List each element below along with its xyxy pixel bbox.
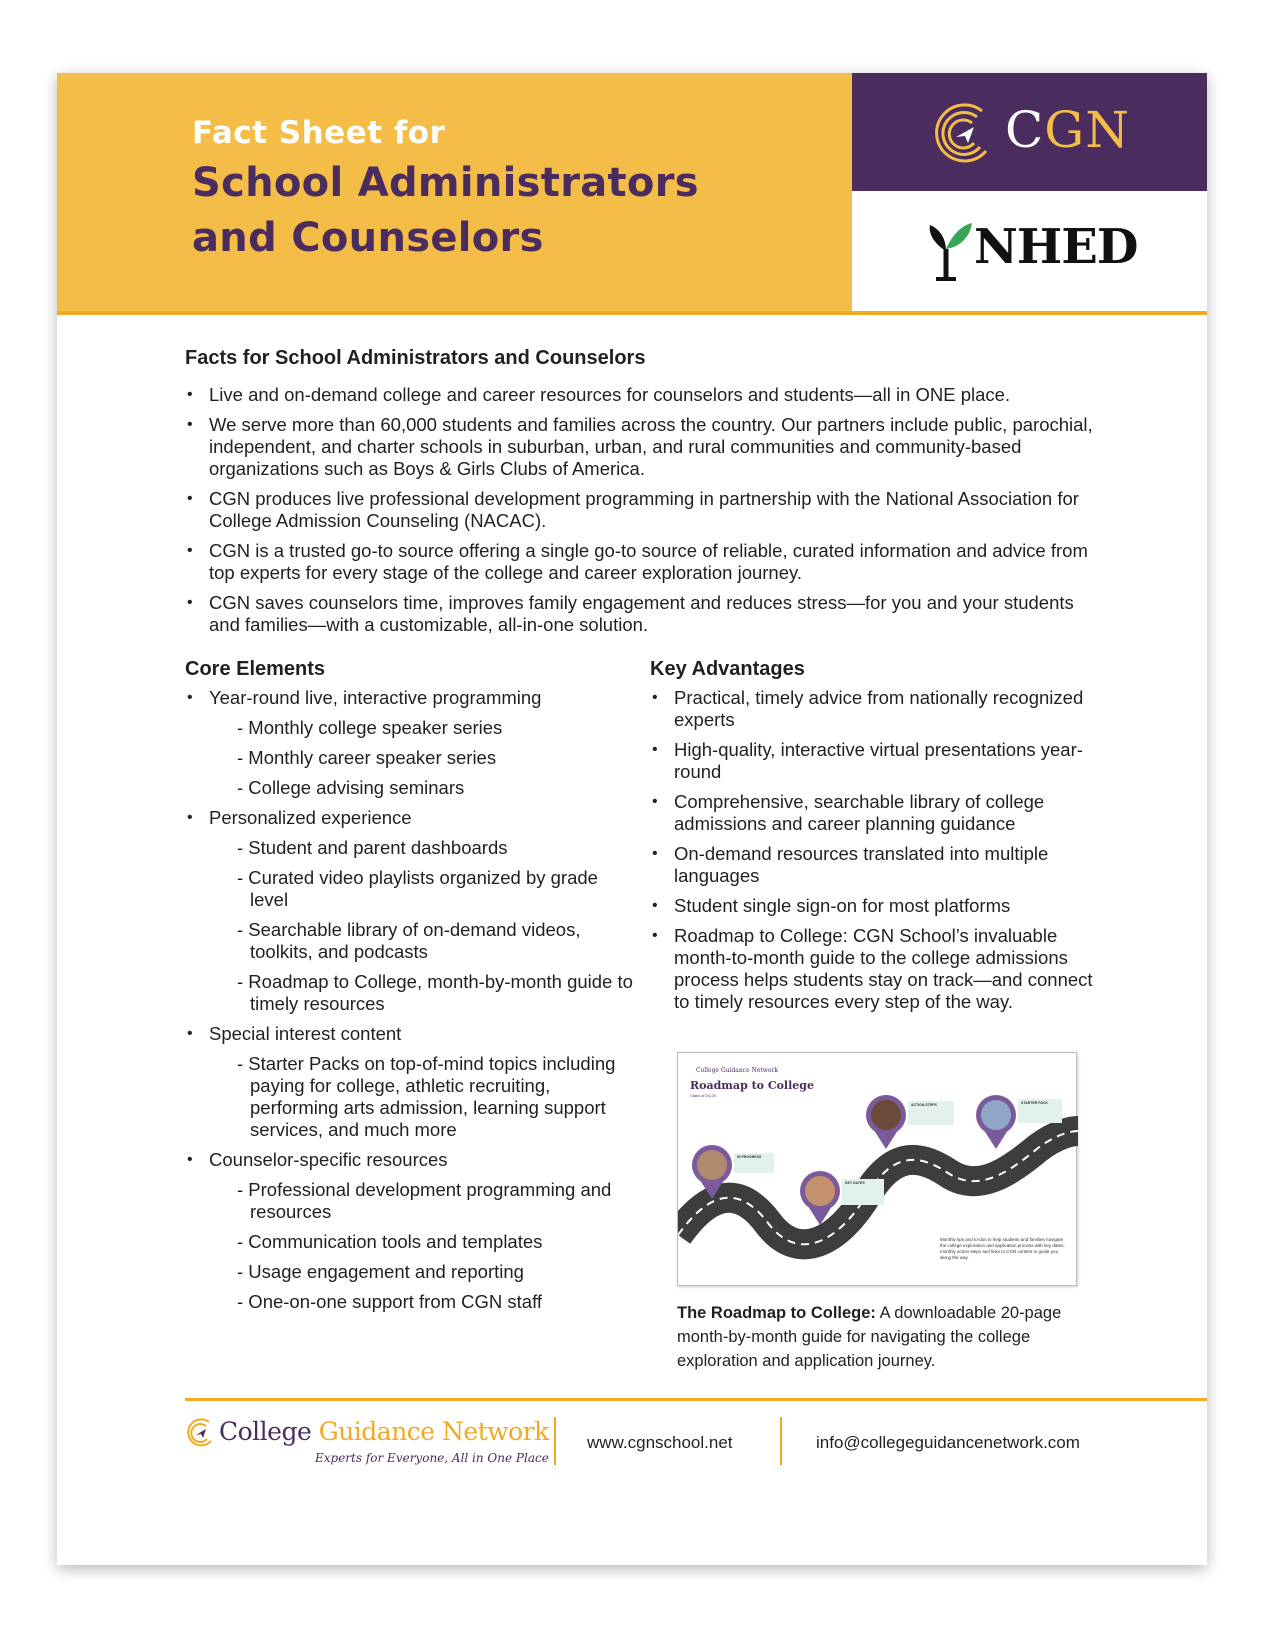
footer-separator [554, 1417, 556, 1465]
core-elements-title: Core Elements [185, 658, 326, 680]
roadmap-description: Monthly tips and to-dos to help students and families navigate the college exploration and application process with key dates, monthly action steps and links to CGN content to guide you along the way. [940, 1237, 1065, 1260]
roadmap-title: Roadmap to College [690, 1079, 814, 1092]
roadmap-pin [866, 1095, 906, 1149]
fact-item: • CGN saves counselors time, improves family engagement and reduces stress—for you and your students and families—with a customizable, all-in-one solution. [185, 592, 1105, 636]
facts-list [185, 384, 1105, 644]
roadmap-tag: KEY DATES [842, 1179, 884, 1205]
fact-item: • CGN produces live professional development programming in partnership with the National Association for College Admission Counseling (NACAC). [185, 488, 1105, 532]
fact-item: • We serve more than 60,000 students and families across the country. Our partners include public, parochial, independent, and charter schools in suburban, urban, and rural communities and community-based organizations such as Boys & Girls Clubs of America. [185, 414, 1105, 480]
roadmap-subtitle: Class of 24-25 [690, 1093, 716, 1098]
core-sub-item: - College advising seminars [237, 777, 465, 798]
roadmap-tag: IN PROGRESS [734, 1153, 774, 1173]
core-group: • Special interest content [185, 1023, 635, 1045]
cgn-arc-icon [185, 1417, 217, 1449]
roadmap-tag: ACTION STEPS [908, 1101, 954, 1125]
website-link[interactable]: www.cgnschool.net [587, 1433, 733, 1452]
roadmap-thumbnail [677, 1052, 1077, 1286]
advantage-item: • Roadmap to College: CGN School’s invaluable month-to-month guide to the college admissions process helps students stay on track—and connect to timely resources every step of the way. [650, 925, 1095, 1013]
cgn-arc-icon [930, 99, 1000, 169]
email-link[interactable]: info@collegeguidancenetwork.com [816, 1433, 1080, 1452]
fact-sheet [57, 73, 1207, 1565]
core-sub-item: - Usage engagement and reporting [237, 1261, 524, 1282]
core-sub-item: - Professional development programming and resources [237, 1179, 612, 1222]
roadmap-caption-bold: The Roadmap to College: [677, 1304, 876, 1322]
footer-tagline: Experts for Everyone, All in One Place [315, 1451, 549, 1465]
footer-divider [185, 1398, 1207, 1401]
title-line-1: School Administrators [192, 160, 699, 206]
key-advantages-title: Key Advantages [650, 658, 805, 680]
core-sub-item: - Monthly college speaker series [237, 717, 503, 738]
core-elements-list [185, 687, 635, 1313]
roadmap-caption [677, 1301, 1107, 1373]
core-group: • Counselor-specific resources [185, 1149, 635, 1171]
core-sub-item: - Curated video playlists organized by grade level [237, 867, 598, 910]
fact-item: • Live and on-demand college and career resources for counselors and students—all in ONE place. [185, 384, 1105, 406]
core-sub-item: - Student and parent dashboards [237, 837, 508, 858]
core-sub-item: - Monthly career speaker series [237, 747, 497, 768]
cgn-logo [930, 99, 1150, 169]
advantage-item: • Comprehensive, searchable library of college admissions and career planning guidance [650, 791, 1095, 835]
advantage-item: • Student single sign-on for most platforms [650, 895, 1095, 917]
key-advantages-column [650, 679, 1095, 1013]
core-elements-column [185, 679, 635, 1313]
footer-separator [780, 1417, 782, 1465]
nhed-logo [922, 213, 1152, 293]
header [57, 73, 1207, 314]
footer-logo-name: College Guidance Network [219, 1417, 549, 1446]
advantage-item: • Practical, timely advice from nationally recognized experts [650, 687, 1095, 731]
core-sub-item: - Starter Packs on top-of-mind topics including paying for college, athletic recruiting, performing arts admission, learning support services, and much more [237, 1053, 616, 1140]
core-group: • Personalized experience [185, 807, 635, 829]
core-sub-item: - Roadmap to College, month-by-month guide to timely resources [237, 971, 633, 1014]
core-sub-item: - Communication tools and templates [237, 1231, 543, 1252]
key-advantages-list [650, 687, 1095, 1013]
roadmap-pin [976, 1095, 1016, 1149]
roadmap-caption-text: A downloadable 20-page month-by-month guide for navigating the college exploration and application journey. [677, 1304, 1062, 1370]
advantage-item: • High-quality, interactive virtual presentations year-round [650, 739, 1095, 783]
title-line-2: and Counselors [192, 215, 544, 261]
advantage-item: • On-demand resources translated into multiple languages [650, 843, 1095, 887]
cgn-logo-text: CGN [1005, 101, 1130, 159]
header-label: Fact Sheet for [192, 115, 446, 151]
core-group: • Year-round live, interactive programming [185, 687, 635, 709]
facts-title: Facts for School Administrators and Counselors [185, 347, 646, 369]
sprout-icon [922, 213, 974, 283]
core-sub-item: - Searchable library of on-demand videos, toolkits, and podcasts [237, 919, 581, 962]
roadmap-tag: STARTER PACK [1018, 1099, 1062, 1123]
header-divider [57, 311, 1207, 315]
core-sub-item: - One-on-one support from CGN staff [237, 1291, 543, 1312]
nhed-logo-text: NHED [974, 219, 1138, 275]
roadmap-brand: College Guidance Network [696, 1067, 779, 1074]
college-guidance-network-logo [185, 1417, 549, 1473]
fact-item: • CGN is a trusted go-to source offering a single go-to source of reliable, curated information and advice from top experts for every stage of the college and career exploration journey. [185, 540, 1105, 584]
page-title [192, 156, 832, 266]
